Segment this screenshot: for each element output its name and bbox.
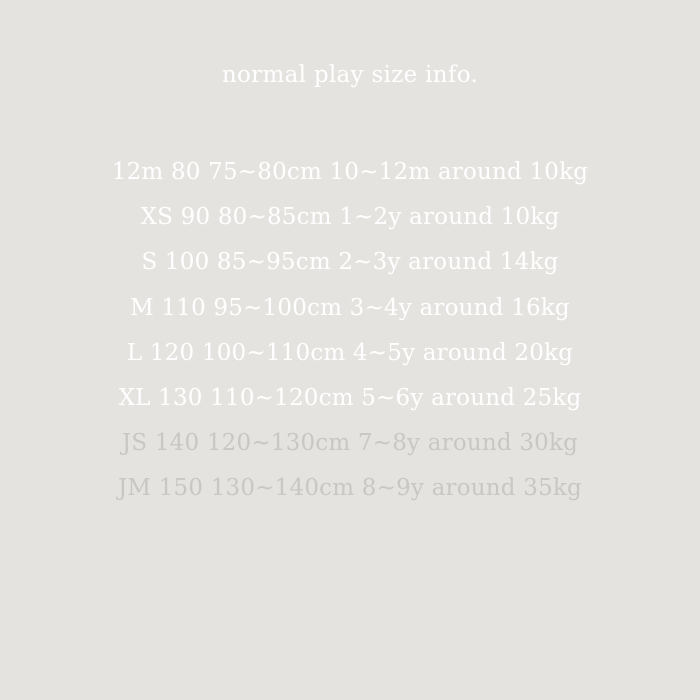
size-row-xs: XS 90 80~85cm 1~2y around 10kg <box>140 204 560 231</box>
size-row-js: JS 140 120~130cm 7~8y around 30kg <box>121 430 579 457</box>
size-row-jm: JM 150 130~140cm 8~9y around 35kg <box>118 475 582 502</box>
page-title: normal play size info. <box>221 62 479 88</box>
size-row-m: M 110 95~100cm 3~4y around 16kg <box>130 294 570 321</box>
size-row-xl: XL 130 110~120cm 5~6y around 25kg <box>118 384 582 411</box>
size-list <box>0 157 700 519</box>
size-row-s: S 100 85~95cm 2~3y around 14kg <box>141 249 559 276</box>
size-row-12m: 12m 80 75~80cm 10~12m around 10kg <box>111 159 589 185</box>
size-row-l: L 120 100~110cm 4~5y around 20kg <box>126 339 574 366</box>
